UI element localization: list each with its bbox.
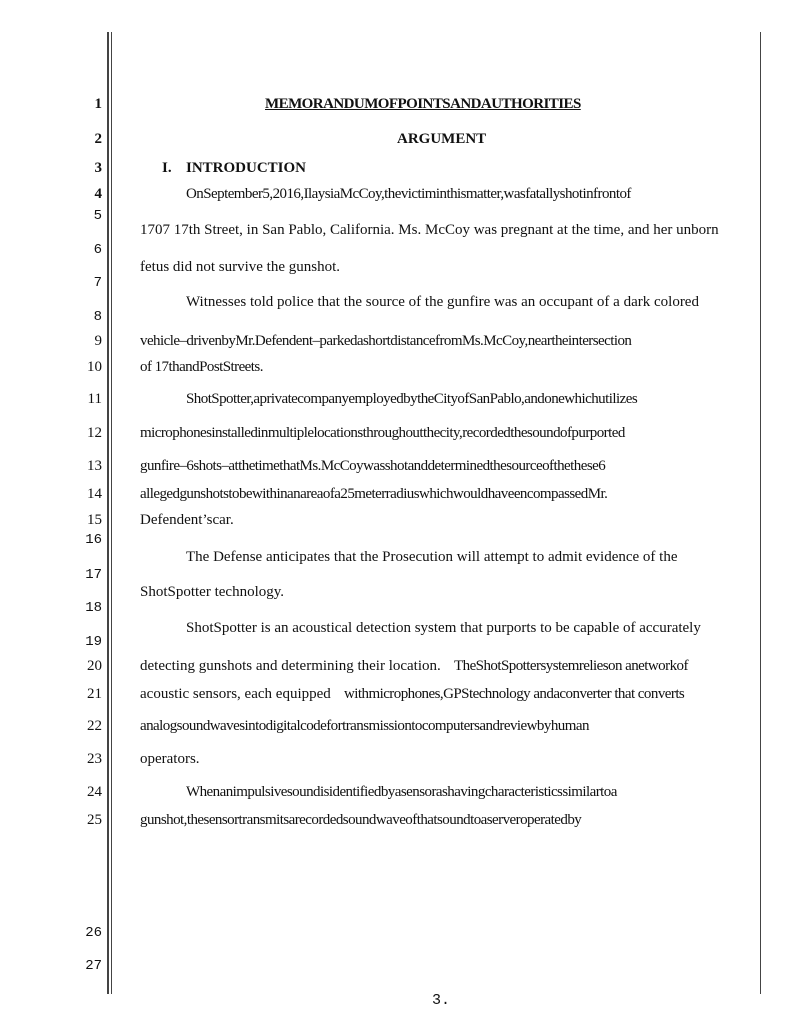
line-number: 12: [87, 425, 102, 441]
body-line: gunshot,thesensortransmitsarecordedsoundwaveofthatsoundtoaserveroperatedby: [140, 812, 582, 828]
body-line: microphonesinstalledinmultiplelocationsthroughoutthecity,recordedthesoundofpurported: [140, 425, 625, 441]
body-line: analogsoundwavesintodigitalcodefortransmissiontocomputersandreviewbyhuman: [140, 718, 589, 734]
body-line: operators.: [140, 751, 200, 767]
line-number: 20: [87, 658, 102, 674]
line-number: 16: [85, 532, 102, 548]
body-line: 1707 17th Street, in San Pablo, California. Ms. McCoy was pregnant at the time, and her unborn: [140, 222, 719, 238]
line-number: 11: [87, 391, 102, 407]
body-line: ShotSpotter technology.: [140, 584, 285, 600]
line-number: 2: [94, 131, 102, 147]
line-number: 9: [94, 333, 102, 349]
section-title: INTRODUCTION: [186, 160, 307, 176]
body-line: ShotSpotter is an acoustical detection system that purports to be capable of accurately: [186, 620, 701, 636]
section-number: I.: [162, 160, 172, 176]
line-number: 26: [85, 925, 102, 941]
line-number: 4: [94, 186, 102, 202]
line-number: 8: [93, 309, 102, 325]
body-line: Whenanimpulsivesoundisidentifiedbyasensorashavingcharacteristicssimilartoa: [186, 784, 617, 800]
right-margin-rule: [760, 32, 761, 994]
line-number: 1: [94, 96, 102, 112]
line-number: 23: [87, 751, 102, 767]
line-number: 22: [87, 718, 102, 734]
line-number: 25: [87, 812, 102, 828]
body-line: of 17thandPostStreets.: [140, 359, 263, 375]
line-number: 18: [85, 600, 102, 616]
line-number: 19: [85, 634, 102, 650]
body-line: gunfire–6shots–atthetimethatMs.McCoywasshotanddeterminedthesourceofthethese6: [140, 458, 606, 474]
line-number: 6: [93, 242, 102, 258]
line-number: 13: [87, 458, 102, 474]
line-number: 27: [85, 958, 102, 974]
line-number: 21: [87, 686, 102, 702]
page-number: 3.: [432, 992, 451, 1009]
left-margin-rule-inner: [111, 32, 112, 994]
body-line: Defendent’scar.: [140, 512, 234, 528]
body-line: TheShotSpottersystemrelieson anetworkof: [454, 658, 688, 674]
argument-heading: ARGUMENT: [397, 131, 487, 147]
line-number: 10: [87, 359, 102, 375]
line-number: 24: [87, 784, 102, 800]
line-number: 5: [93, 208, 102, 224]
body-line: allegedgunshotstobewithinanareaofa25meterradiuswhichwouldhaveencompassedMr.: [140, 486, 608, 502]
memo-title: MEMORANDUMOFPOINTSANDAUTHORITIES: [265, 96, 581, 112]
body-line: withmicrophones,GPStechnology andaconverter that converts: [344, 686, 685, 702]
body-line: fetus did not survive the gunshot.: [140, 259, 340, 275]
body-line: detecting gunshots and determining their location.: [140, 658, 441, 674]
body-line: The Defense anticipates that the Prosecution will attempt to admit evidence of the: [186, 549, 678, 565]
body-line: OnSeptember5,2016,IlaysiaMcCoy,thevictiminthismatter,wasfatallyshotinfrontof: [186, 186, 631, 202]
line-number: 7: [93, 275, 102, 291]
body-line: vehicle–drivenbyMr.Defendent–parkedashortdistancefromMs.McCoy,neartheintersection: [140, 333, 632, 349]
line-number: 15: [87, 512, 102, 528]
line-number: 17: [85, 567, 102, 583]
body-line: acoustic sensors, each equipped: [140, 686, 331, 702]
body-line: ShotSpotter,aprivatecompanyemployedbytheCityofSanPablo,andonewhichutilizes: [186, 391, 638, 407]
body-line: Witnesses told police that the source of the gunfire was an occupant of a dark colored: [186, 294, 699, 310]
line-number: 3: [94, 160, 102, 176]
line-number: 14: [87, 486, 102, 502]
left-margin-rule: [107, 32, 109, 994]
